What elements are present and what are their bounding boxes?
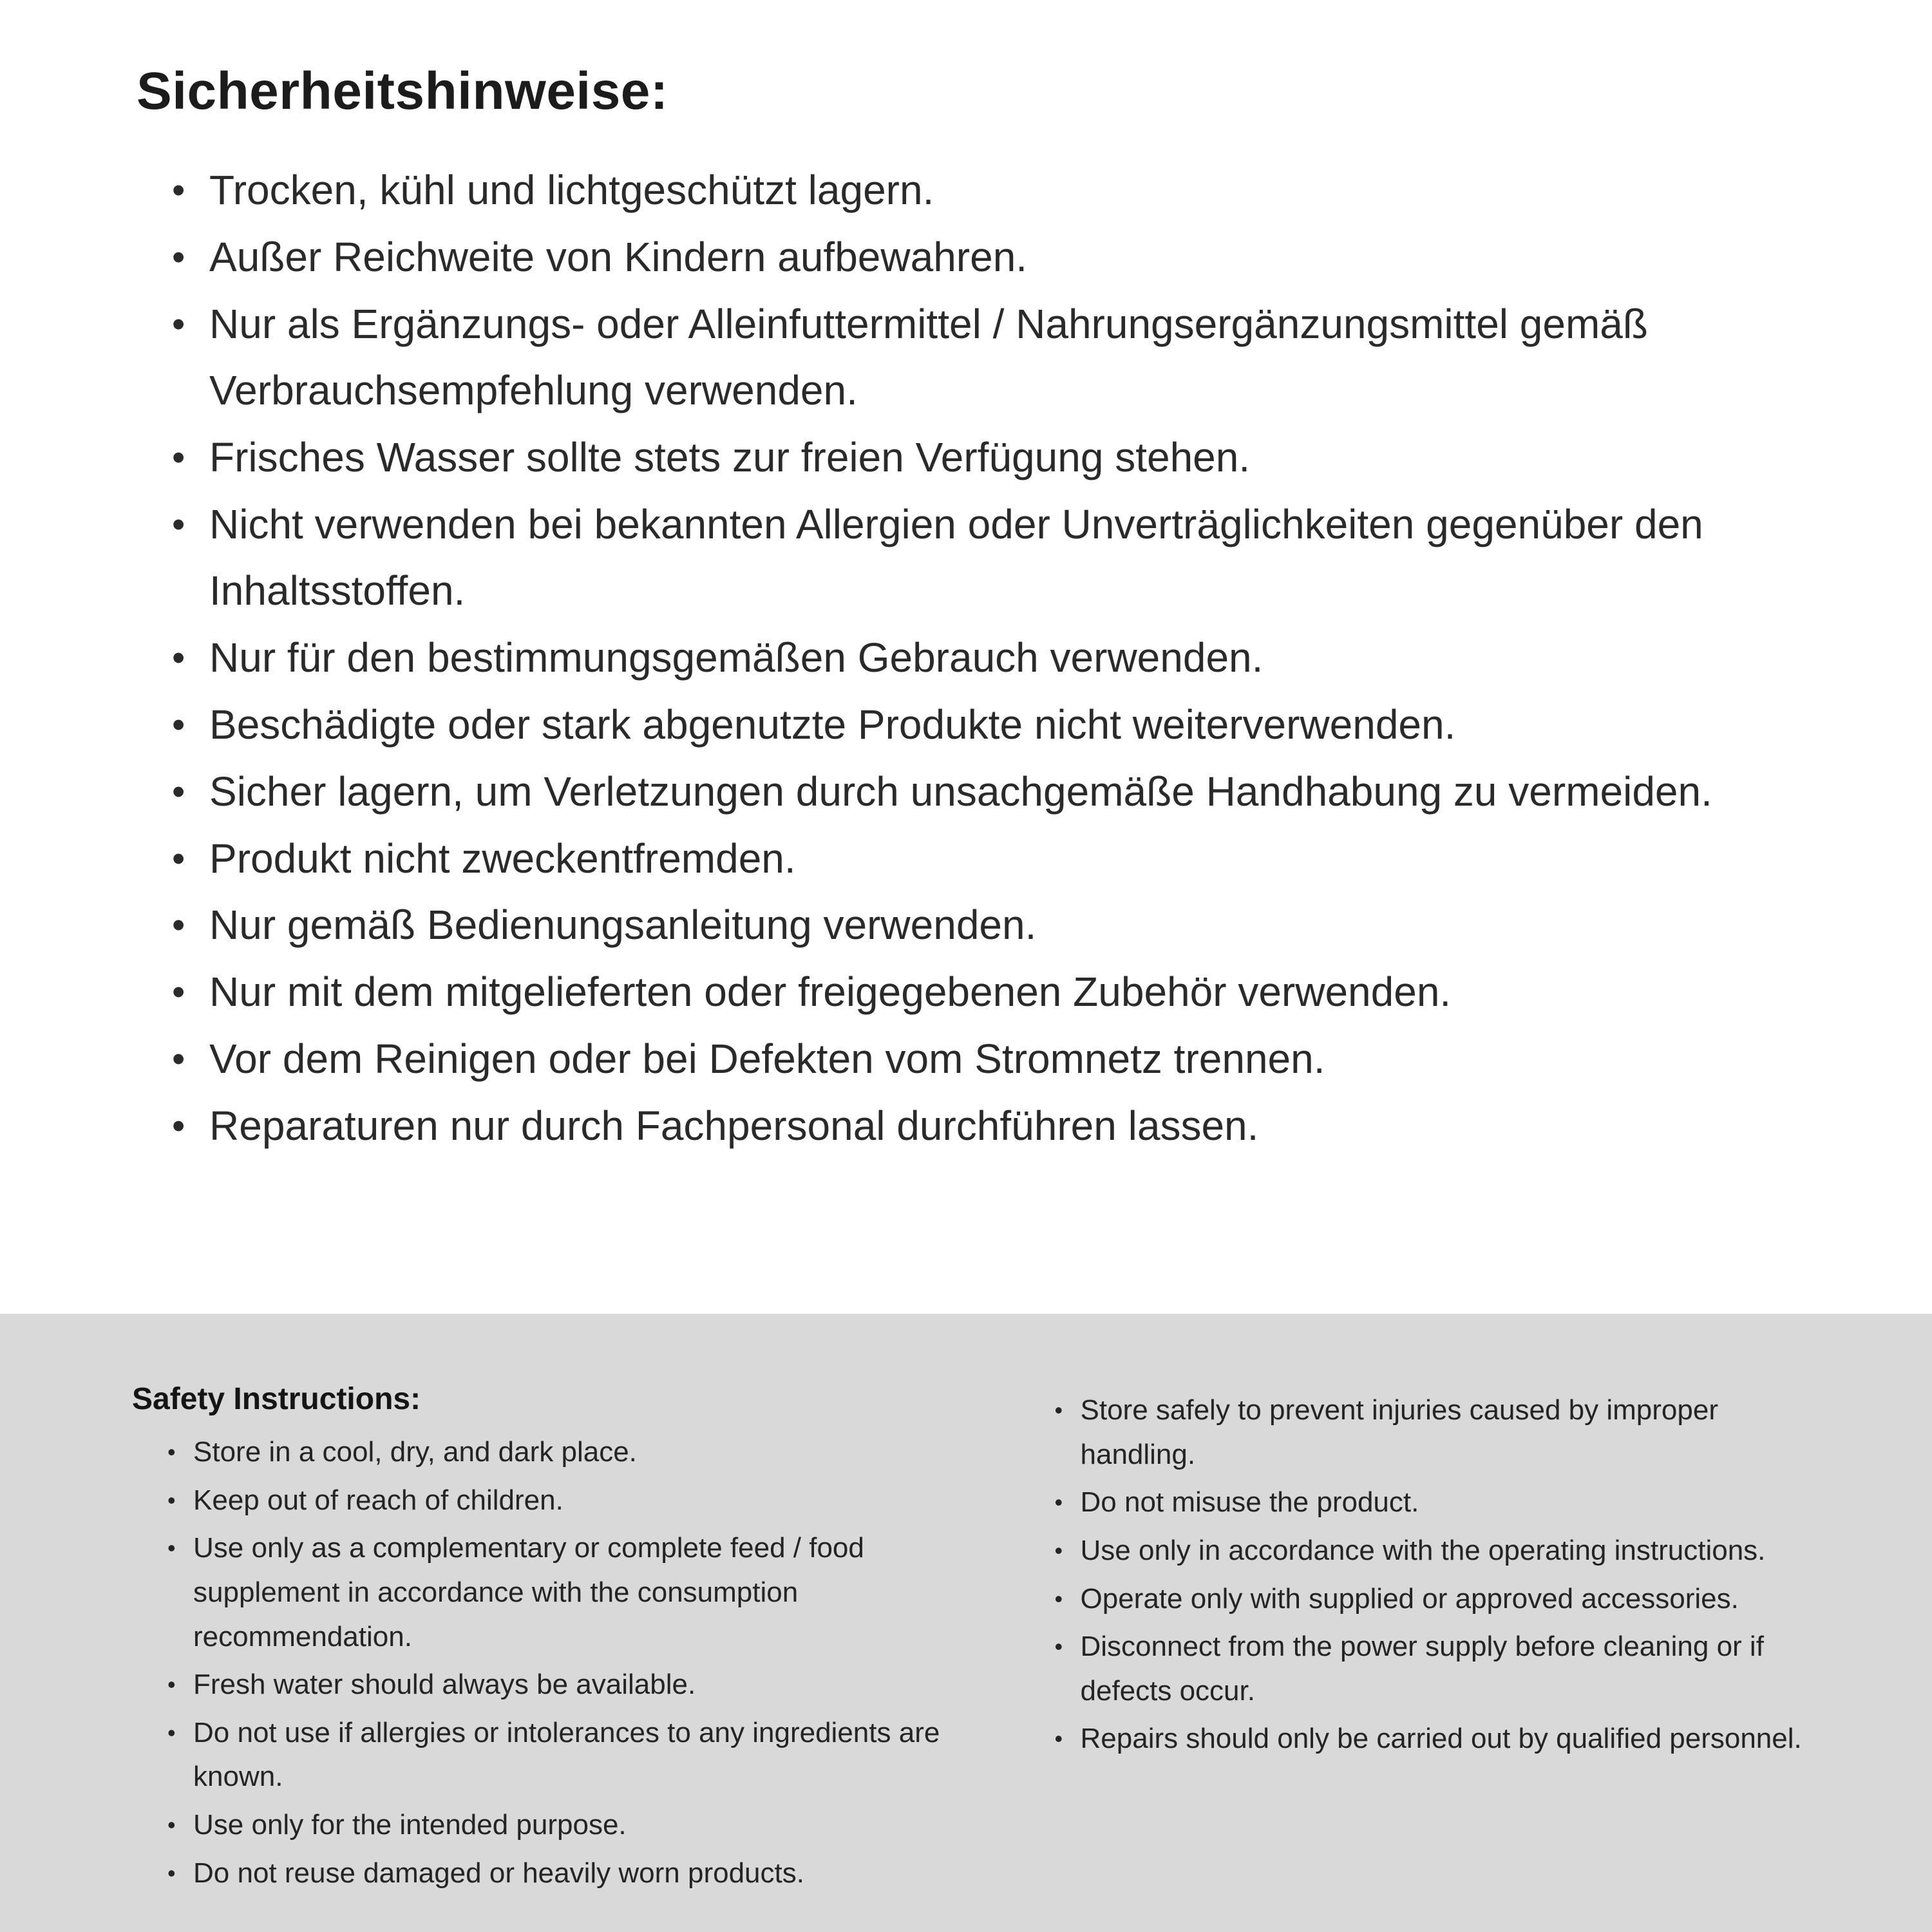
english-section-title: Safety Instructions: bbox=[132, 1382, 421, 1416]
list-item-text: Reparaturen nur durch Fachpersonal durchführen lassen. bbox=[209, 1102, 1259, 1149]
bullet-icon: • bbox=[167, 1719, 176, 1746]
list-item bbox=[1055, 1715, 1830, 1763]
list-item-text: Produkt nicht zweckentfremden. bbox=[209, 835, 796, 882]
list-item-text: Nur mit dem mitgelieferten oder freigegebenen Zubehör verwenden. bbox=[209, 969, 1452, 1016]
list-item bbox=[172, 424, 1816, 491]
bullet-icon: • bbox=[1054, 1489, 1063, 1516]
list-item-text: Operate only with supplied or approved accessories. bbox=[1080, 1582, 1739, 1615]
bullet-icon: • bbox=[167, 1486, 176, 1513]
bullet-icon: • bbox=[172, 169, 185, 211]
list-item-text: Do not misuse the product. bbox=[1080, 1486, 1419, 1519]
list-item bbox=[1055, 1575, 1830, 1624]
list-item-text: Frisches Wasser sollte stets zur freien Verfügung stehen. bbox=[209, 433, 1251, 480]
list-item-text: Nur als Ergänzungs- oder Alleinfuttermittel / Nahrungsergänzungsmittel gemäß Verbrauchsempfehlung verwenden. bbox=[209, 300, 1648, 414]
english-bullet-list-right bbox=[1019, 1387, 1830, 1763]
bullet-icon: • bbox=[172, 637, 185, 679]
list-item bbox=[172, 491, 1816, 625]
german-bullet-list bbox=[137, 157, 1816, 1160]
list-item bbox=[1055, 1479, 1830, 1527]
list-item-text: Use only in accordance with the operating instructions. bbox=[1080, 1534, 1766, 1566]
bullet-icon: • bbox=[167, 1535, 176, 1562]
list-item-text: Repairs should only be carried out by qualified personnel. bbox=[1080, 1723, 1802, 1755]
list-item-text: Nicht verwenden bei bekannten Allergien oder Unverträglichkeiten gegenüber den Inhaltsstoffen. bbox=[209, 500, 1703, 614]
bullet-icon: • bbox=[172, 503, 185, 545]
english-section bbox=[0, 1314, 1932, 1932]
list-item bbox=[172, 1093, 1816, 1160]
bullet-icon: • bbox=[172, 1104, 185, 1147]
bullet-icon: • bbox=[172, 904, 185, 947]
list-item bbox=[172, 157, 1816, 224]
list-item bbox=[172, 692, 1816, 759]
list-item bbox=[172, 224, 1816, 291]
list-item bbox=[1055, 1527, 1830, 1575]
list-item-text: Trocken, kühl und lichtgeschützt lagern. bbox=[209, 167, 934, 213]
list-item bbox=[172, 959, 1816, 1026]
bullet-icon: • bbox=[167, 1859, 176, 1886]
list-item bbox=[167, 1477, 942, 1525]
bullet-icon: • bbox=[1054, 1725, 1063, 1752]
list-item-text: Außer Reichweite von Kindern aufbewahren. bbox=[209, 233, 1028, 280]
list-item-text: Disconnect from the power supply before cleaning or if defects occur. bbox=[1080, 1631, 1764, 1707]
bullet-icon: • bbox=[172, 436, 185, 478]
bullet-icon: • bbox=[172, 770, 185, 813]
list-item-text: Nur für den bestimmungsgemäßen Gebrauch verwenden. bbox=[209, 634, 1264, 681]
bullet-icon: • bbox=[1054, 1397, 1063, 1423]
list-item-text: Fresh water should always be available. bbox=[193, 1669, 696, 1701]
list-item bbox=[1055, 1387, 1830, 1479]
bullet-icon: • bbox=[167, 1812, 176, 1838]
list-item-text: Nur gemäß Bedienungsanleitung verwenden. bbox=[209, 902, 1037, 949]
list-item-text: Beschädigte oder stark abgenutzte Produkte nicht weiterverwenden. bbox=[209, 701, 1456, 748]
list-item bbox=[167, 1524, 942, 1661]
list-item-text: Do not reuse damaged or heavily worn products. bbox=[193, 1857, 804, 1889]
list-item bbox=[172, 291, 1816, 424]
bullet-icon: • bbox=[172, 703, 185, 746]
english-left-column bbox=[132, 1381, 942, 1932]
list-item bbox=[172, 625, 1816, 692]
bullet-icon: • bbox=[1054, 1585, 1063, 1612]
list-item bbox=[167, 1661, 942, 1709]
german-section-title: Sicherheitshinweise: bbox=[137, 62, 668, 120]
list-item-text: Keep out of reach of children. bbox=[193, 1484, 564, 1516]
bullet-icon: • bbox=[172, 837, 185, 880]
list-item bbox=[1055, 1623, 1830, 1715]
bullet-icon: • bbox=[172, 303, 185, 345]
english-bullet-list-left bbox=[132, 1428, 942, 1897]
list-item bbox=[172, 892, 1816, 959]
list-item-text: Store safely to prevent injuries caused by improper handling. bbox=[1080, 1394, 1718, 1470]
list-item-text: Use only for the intended purpose. bbox=[193, 1809, 627, 1841]
list-item bbox=[172, 826, 1816, 893]
list-item bbox=[167, 1709, 942, 1801]
list-item bbox=[167, 1850, 942, 1898]
list-item-text: Use only as a complementary or complete feed / food supplement in accordance with the consumption recommendation. bbox=[193, 1532, 864, 1653]
list-item-text: Do not use if allergies or intolerances to any ingredients are known. bbox=[193, 1716, 940, 1793]
bullet-icon: • bbox=[167, 1671, 176, 1698]
bullet-icon: • bbox=[167, 1439, 176, 1465]
bullet-icon: • bbox=[1054, 1537, 1063, 1564]
list-item bbox=[167, 1801, 942, 1850]
bullet-icon: • bbox=[172, 1038, 185, 1080]
bullet-icon: • bbox=[1054, 1633, 1063, 1660]
bullet-icon: • bbox=[172, 236, 185, 278]
list-item bbox=[167, 1428, 942, 1477]
list-item bbox=[172, 1026, 1816, 1093]
list-item-text: Store in a cool, dry, and dark place. bbox=[193, 1436, 637, 1468]
english-right-column bbox=[1019, 1381, 1830, 1932]
list-item bbox=[172, 759, 1816, 826]
list-item-text: Sicher lagern, um Verletzungen durch unsachgemäße Handhabung zu vermeiden. bbox=[209, 768, 1712, 815]
list-item-text: Vor dem Reinigen oder bei Defekten vom Stromnetz trennen. bbox=[209, 1036, 1325, 1082]
bullet-icon: • bbox=[172, 971, 185, 1014]
